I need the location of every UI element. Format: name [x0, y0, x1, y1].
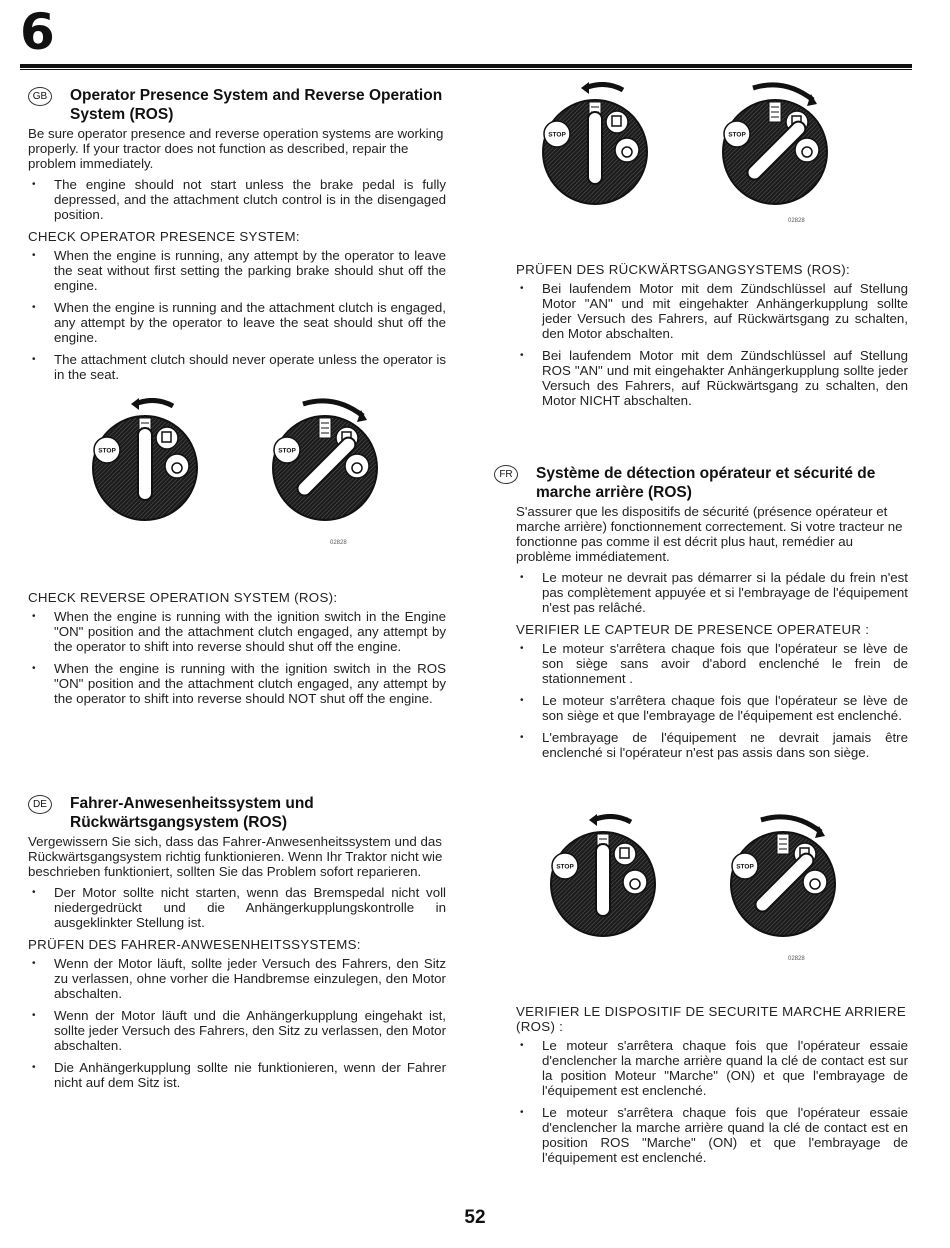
- de-bullets-1: [28, 885, 446, 930]
- list-item: • Bei laufendem Motor mit dem Zündschlüssel auf Stellung ROS "AN" und mit eingehakter Anhängerkupplung sollte jeder Versuch des Fahrers, auf Rückwärtsgang zu schalten, den Motor NICHT abschalten.: [516, 348, 908, 408]
- de-language-badge: DE: [28, 795, 52, 814]
- list-item: • Die Anhängerkupplung sollte nie funktionieren, wenn der Fahrer nicht auf dem Sitz ist.: [28, 1060, 446, 1090]
- de-check-ros-heading: PRÜFEN DES RÜCKWÄRTSGANGSYSTEMS (ROS):: [516, 262, 851, 277]
- chapter-number: 6: [20, 3, 55, 61]
- fr-bullets-1: [516, 570, 908, 615]
- fr-heading: [494, 464, 908, 502]
- de-section-ros: [516, 256, 908, 415]
- list-item: • Le moteur s'arrêtera chaque fois que l'opérateur essaie d'enclencher la marche arrière quand la clé de contact est sur la position Moteur "Marche" (ON) et que l'embrayage de l'équipement est enclenché.: [516, 1038, 908, 1098]
- de-bullets-3: [516, 281, 908, 408]
- fr-section-ros: [516, 998, 908, 1172]
- gb-bullets-3: [28, 609, 446, 706]
- list-item: • When the engine is running with the ignition switch in the Engine "ON" position and the attachment clutch engaged, any attempt by the operator to shift into reverse should shut off the engine.: [28, 609, 446, 654]
- fr-heading-text: Système de détection opérateur et sécurité de marche arrière (ROS): [536, 465, 876, 501]
- gb-section-ros: [28, 584, 446, 713]
- list-item: • When the engine is running and the attachment clutch is engaged, any attempt by the operator to leave the seat should shut off the engine.: [28, 300, 446, 345]
- gb-bullets-2: [28, 248, 446, 382]
- list-item: • Bei laufendem Motor mit dem Zündschlüssel auf Stellung Motor "AN" und mit eingehakter Anhängerkupplung sollte jeder Versuch des Fahrers, auf Rückwärtsgang zu schalten, den Motor abschalten.: [516, 281, 908, 341]
- list-item: • L'embrayage de l'équipement ne devrait jamais être enclenché si l'opérateur n'est pas assis dans son siège.: [516, 730, 908, 760]
- de-heading: [28, 794, 446, 832]
- de-switch-figure: [540, 82, 830, 242]
- de-intro: Vergewissern Sie sich, dass das Fahrer-Anwesenheitssystem und das Rückwärtsgangsystem richtig funktionieren. Wenn Ihr Traktor nicht wie beschrieben funktioniert, sollten Sie das Problem sofort reparieren.: [28, 834, 443, 879]
- list-item: • Der Motor sollte nicht starten, wenn das Bremspedal nicht voll niedergedrückt und die Anhängerkupplungskontrolle in ausgeklinkter Stellung ist.: [28, 885, 446, 930]
- gb-bullets-1: [28, 177, 446, 222]
- de-heading-text: Fahrer-Anwesenheitssystem und Rückwärtsgangsystem (ROS): [70, 795, 314, 831]
- header-rule-thin: [20, 69, 912, 70]
- gb-check-ros-heading: CHECK REVERSE OPERATION SYSTEM (ROS):: [28, 590, 338, 605]
- list-item: • Le moteur ne devrait pas démarrer si la pédale du frein n'est pas complètement appuyée et si l'embrayage de l'équipement n'est pas relâché.: [516, 570, 908, 615]
- gb-intro: Be sure operator presence and reverse operation systems are working properly. If your tractor does not function as described, repair the problem immediately.: [28, 126, 444, 171]
- list-item: • Le moteur s'arrêtera chaque fois que l'opérateur se lève de son siège et que l'embrayage de l'équipement est enclenché.: [516, 693, 908, 723]
- key-knob-vertical: [138, 428, 152, 500]
- list-item: • Wenn der Motor läuft und die Anhängerkupplung eingehakt ist, sollte jeder Versuch des Fahrers, den Sitz zu verlassen, den Motor abschalten.: [28, 1008, 446, 1053]
- gb-language-badge: GB: [28, 87, 52, 106]
- list-item: • The engine should not start unless the brake pedal is fully depressed, and the attachment clutch control is in the disengaged position.: [28, 177, 446, 222]
- fr-bullets-2: [516, 641, 908, 760]
- header-rule: [20, 64, 912, 68]
- list-item: • Le moteur s'arrêtera chaque fois que l'opérateur se lève de son siège sans avoir d'abord enclenché le frein de stationnement .: [516, 641, 908, 686]
- fr-section: [494, 464, 908, 767]
- fr-intro: S'assurer que les dispositifs de sécurité (présence opérateur et marche arrière) fonctionnement correctement. Si votre tracteur ne fonctionne pas comme il est décrit plus haut, remédier au problème immédiatement.: [516, 504, 903, 564]
- page-number: 52: [464, 1207, 486, 1228]
- fr-language-badge: FR: [494, 465, 518, 484]
- list-item: • The attachment clutch should never operate unless the operator is in the seat.: [28, 352, 446, 382]
- fr-check-ros-heading: VERIFIER LE DISPOSITIF DE SECURITE MARCHE ARRIERE (ROS) :: [516, 1004, 907, 1034]
- gb-check-operator-heading: CHECK OPERATOR PRESENCE SYSTEM:: [28, 229, 300, 244]
- list-item: • When the engine is running, any attempt by the operator to leave the seat without first setting the parking brake should shut off the engine.: [28, 248, 446, 293]
- gb-heading: [28, 86, 446, 124]
- de-check-operator-heading: PRÜFEN DES FAHRER-ANWESENHEITSSYSTEMS:: [28, 937, 361, 952]
- list-item: • When the engine is running with the ignition switch in the ROS "ON" position and the attachment clutch engaged, any attempt by the operator to shift into reverse should NOT shut off the engine.: [28, 661, 446, 706]
- fr-switch-figure: [548, 814, 838, 974]
- fr-check-operator-heading: VERIFIER LE CAPTEUR DE PRESENCE OPERATEUR :: [516, 622, 870, 637]
- gb-section: [28, 86, 446, 389]
- figure-code: 02828: [788, 218, 805, 224]
- figure-code: 02828: [788, 956, 805, 962]
- gb-heading-text: Operator Presence System and Reverse Operation System (ROS): [70, 87, 443, 123]
- list-item: • Le moteur s'arrêtera chaque fois que l'opérateur essaie d'enclencher la marche arrière quand la clé de contact est en position ROS "Marche" (ON) et que l'embrayage de l'équipement est enclenché.: [516, 1105, 908, 1165]
- de-bullets-2: [28, 956, 446, 1090]
- gb-switch-figure: [90, 398, 380, 558]
- figure-code: 02828: [330, 540, 347, 546]
- fr-bullets-3: [516, 1038, 908, 1165]
- de-section: [28, 794, 446, 1097]
- list-item: • Wenn der Motor läuft, sollte jeder Versuch des Fahrers, den Sitz zu verlassen, ohne vorher die Handbremse einzulegen, den Motor abschalten.: [28, 956, 446, 1001]
